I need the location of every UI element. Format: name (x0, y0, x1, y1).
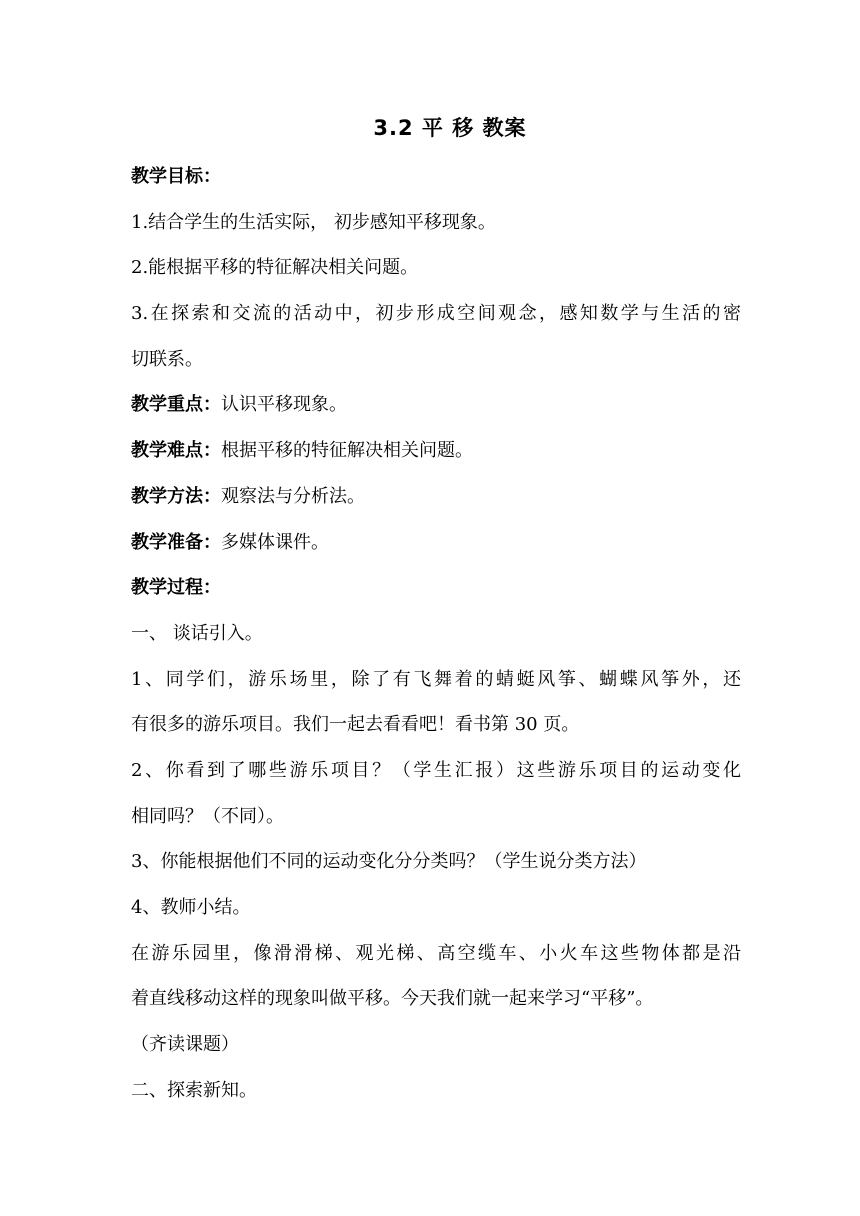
preparation-label: 教学准备： (131, 531, 221, 553)
summary-line-1: 在游乐园里，像滑滑梯、观光梯、高空缆车、小火车这些物体都是沿 (131, 942, 741, 964)
objective-3-line-1: 3.在探索和交流的活动中，初步形成空间观念，感知数学与生活的密 (131, 303, 741, 325)
preparation-text: 多媒体课件。 (221, 531, 329, 553)
step-1-line-2: 有很多的游乐项目。我们一起去看看吧！看书第 30 页。 (131, 714, 580, 736)
objective-1: 1.结合学生的生活实际， 初步感知平移现象。 (131, 211, 496, 233)
key-point-text: 认识平移现象。 (221, 394, 347, 416)
key-point-row (131, 382, 741, 428)
objective-2: 2.能根据平移的特征解决相关问题。 (131, 257, 419, 279)
section-2-heading: 二、探索新知。 (131, 1079, 257, 1101)
difficulty-label: 教学难点： (131, 440, 221, 462)
process-heading: 教学过程： (131, 577, 221, 599)
key-point-label: 教学重点： (131, 394, 221, 416)
section-1-heading: 一、 谈话引入。 (131, 622, 263, 644)
summary-line-3: （齐读课题） (131, 1034, 239, 1056)
method-text: 观察法与分析法。 (221, 485, 365, 507)
objectives-heading: 教学目标： (131, 166, 221, 187)
method-row (131, 474, 741, 520)
document-body (131, 154, 741, 1113)
step-2-line-1: 2、你看到了哪些游乐项目？（学生汇报）这些游乐项目的运动变化 (131, 759, 741, 781)
step-1-line-1: 1、同学们，游乐场里，除了有飞舞着的蜻蜓风筝、蝴蝶风筝外，还 (131, 668, 741, 690)
objective-3-line-2: 切联系。 (131, 348, 203, 370)
method-label: 教学方法： (131, 485, 221, 507)
difficulty-text: 根据平移的特征解决相关问题。 (221, 440, 473, 462)
preparation-row (131, 520, 741, 566)
document-title: 3.2 平 移 教案 (373, 116, 527, 140)
step-2-line-2: 相同吗？（不同）。 (131, 805, 284, 827)
step-3: 3、你能根据他们不同的运动变化分分类吗？（学生说分类方法） (131, 851, 647, 873)
difficulty-row (131, 428, 741, 474)
summary-line-2: 着直线移动这样的现象叫做平移。今天我们就一起来学习“平移”。 (131, 988, 654, 1010)
step-4: 4、教师小结。 (131, 897, 251, 918)
